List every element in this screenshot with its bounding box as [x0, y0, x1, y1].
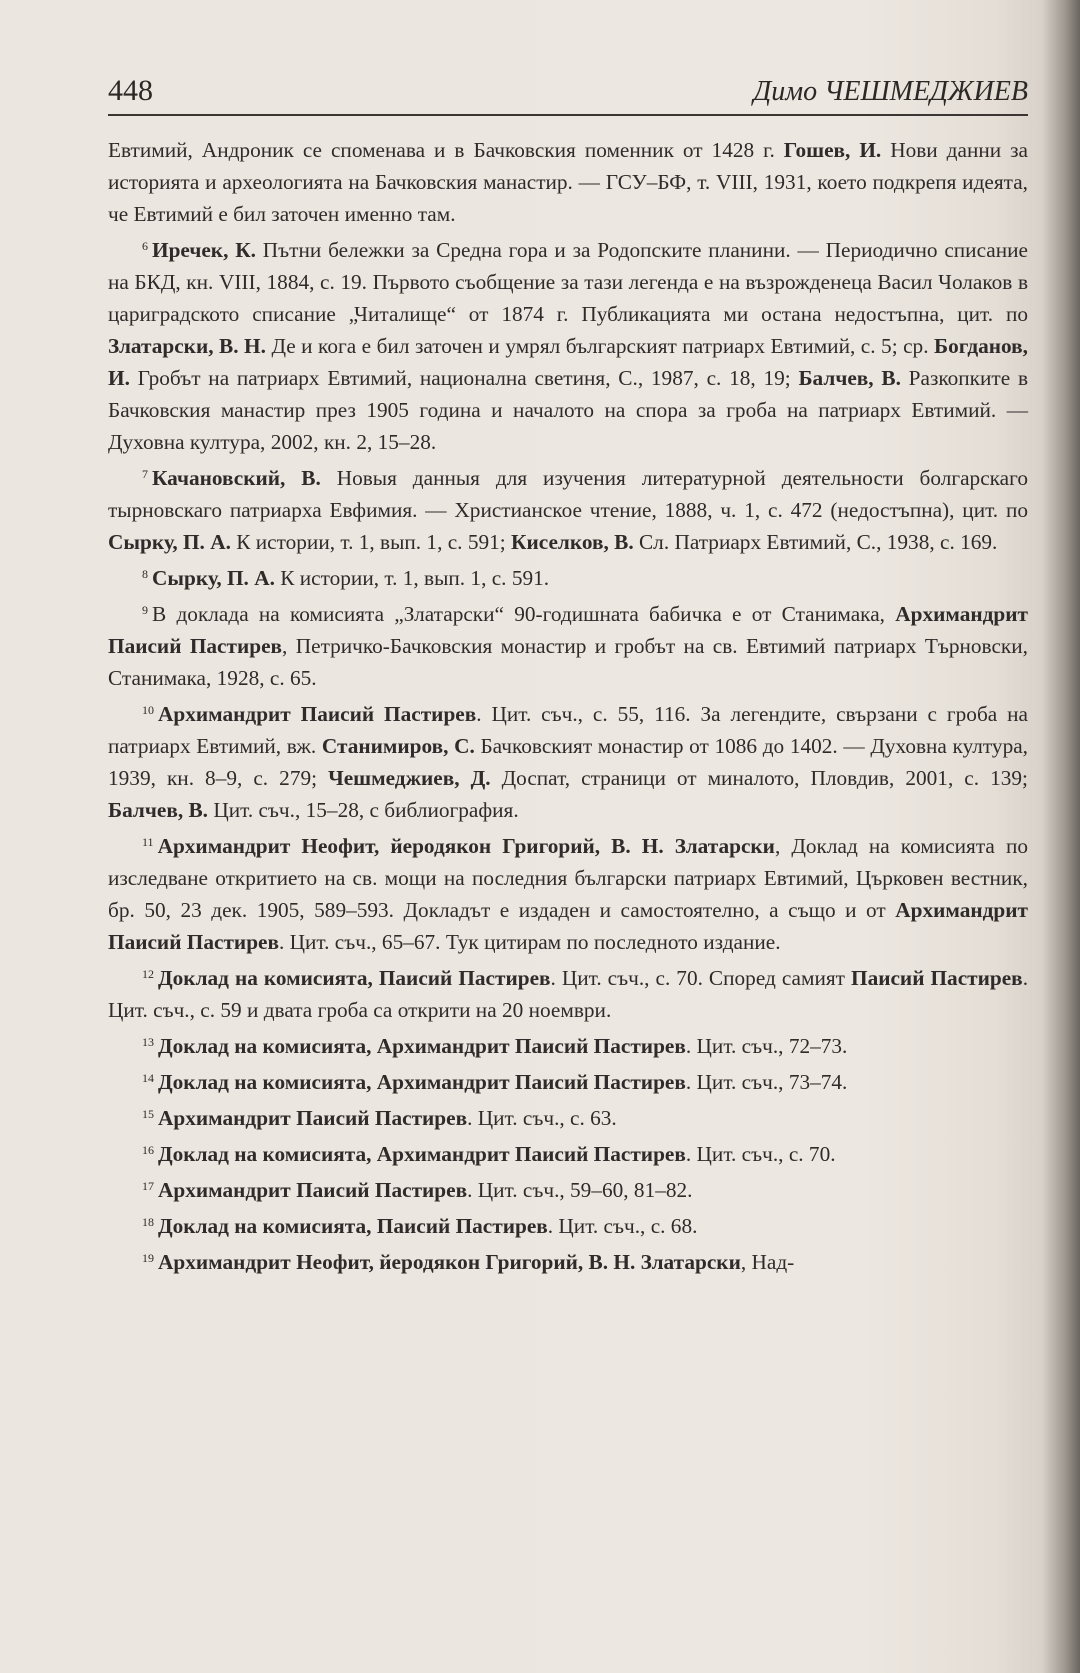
- footnote-author: Иречек, К.: [152, 238, 256, 262]
- footnote-text: , Петричко-Бачковския монастир и гробът на св. Евтимий патриарх Търновски, Станимака, 1928, с. 65.: [108, 634, 1029, 690]
- footnote-number: 12: [142, 967, 154, 981]
- footnote-12: [108, 958, 1028, 1026]
- footnote-7: [108, 458, 1028, 558]
- footnote-author: Архимандрит Паисий Пастирев: [158, 702, 477, 726]
- footnote-text: . Цит. съч., с. 63.: [467, 1106, 617, 1130]
- footnote-author: Доклад на комисията, Паисий Пастирев: [158, 1214, 548, 1238]
- footnote-9: [108, 594, 1028, 694]
- footnote-text: Сл. Патриарх Евтимий, С., 1938, с. 169.: [633, 530, 998, 554]
- footnote-author: Архимандрит Паисий Пастирев: [108, 602, 1028, 658]
- footnote-number: 7: [142, 467, 148, 481]
- footnote-author: Станимиров, С.: [321, 734, 475, 758]
- footnote-author: Архимандрит Паисий Пастирев: [158, 1178, 468, 1202]
- footnote-number: 16: [142, 1143, 154, 1157]
- footnote-author: Балчев, В.: [798, 366, 901, 390]
- footnote-number: 19: [142, 1251, 154, 1265]
- footnote-author: Чешмеджиев, Д.: [328, 766, 491, 790]
- page-gutter-shadow: [1042, 0, 1080, 1673]
- footnote-text: К истории, т. 1, вып. 1, с. 591;: [230, 530, 512, 554]
- footnote-text: Гробът на патриарх Евтимий, национална светиня, С., 1987, с. 18, 19;: [129, 366, 799, 390]
- footnote-text: В доклада на комисията „Златарски“ 90-годишната бабичка е от Станимака,: [152, 602, 896, 626]
- footnote-text: Разкопките в Бачковския манастир през 1905 година и началото на спора за гроба на патриарх Евтимий. — Духовна култура, 2002, кн. 2, 15–28.: [108, 366, 1028, 454]
- footnote-6: [108, 230, 1028, 458]
- footnote-number: 17: [142, 1179, 154, 1193]
- footnote-16: [108, 1134, 1028, 1170]
- footnote-15: [108, 1098, 1028, 1134]
- footnote-13: [108, 1026, 1028, 1062]
- footnote-text: . Цит. съч., 73–74.: [685, 1070, 848, 1094]
- footnote-text: Нови данни за историята и археологията на Бачковския манастир. — ГСУ–БФ, т. VIII, 1931, което подкрепя идеята, че Евтимий е бил заточен именно там.: [108, 138, 1028, 226]
- footnote-author: Доклад на комисията, Паисий Пастирев: [158, 966, 551, 990]
- footnote-author: Доклад на комисията, Архимандрит Паисий Пастирев: [158, 1034, 686, 1058]
- footnote-author: Архимандрит Неофит, йеродякон Григорий, В. Н. Златарски: [158, 1250, 741, 1274]
- footnote-text: . Цит. съч., 72–73.: [685, 1034, 848, 1058]
- footnote-text: . Цит. съч., с. 70. Според самият: [550, 966, 851, 990]
- footnote-number: 11: [142, 835, 154, 849]
- footnote-number: 15: [142, 1107, 154, 1121]
- footnote-text: Новыя данныя для изучения литературной деятельности болгарскаго тырновскаго патриарха Евфимия. — Христианское чтение, 1888, ч. 1, с. 472 (недостъпна), цит. по: [108, 466, 1028, 522]
- footnote-continuation: [108, 134, 1028, 230]
- footnote-text: . Цит. съч., с. 70.: [685, 1142, 836, 1166]
- running-head-author: Димо ЧЕШМЕДЖИЕВ: [753, 76, 1028, 107]
- footnote-author: Киселков, В.: [511, 530, 634, 554]
- footnote-number: 6: [142, 239, 148, 253]
- footnote-text: Пътни бележки за Средна гора и за Родопските планини. — Периодично списание на БКД, кн. VIII, 1884, с. 19. Първото съобщение за тази легенда е на възрожденеца Васил Чолаков в цариградското списание „Читалище“ от 1874 г. Публикацията ми остана недостъпна, цит. по: [108, 238, 1028, 326]
- footnote-text: К истории, т. 1, вып. 1, с. 591.: [274, 566, 550, 590]
- footnote-17: [108, 1170, 1028, 1206]
- footnote-14: [108, 1062, 1028, 1098]
- footnote-author: Качановский, В.: [152, 466, 321, 490]
- footnote-author: Архимандрит Паисий Пастирев: [158, 1106, 468, 1130]
- footnote-number: 9: [142, 603, 148, 617]
- footnote-text: . Цит. съч., с. 68.: [547, 1214, 698, 1238]
- footnote-text: Бачковският монастир от 1086 до 1402. — Духовна култура, 1939, кн. 8–9, с. 279;: [108, 734, 1029, 790]
- footnote-18: [108, 1206, 1028, 1242]
- footnote-10: [108, 694, 1028, 826]
- footnote-number: 18: [142, 1215, 154, 1229]
- footnote-text: . Цит. съч., 65–67. Тук цитирам по последното издание.: [279, 930, 781, 954]
- footnote-text: Доспат, страници от миналото, Пловдив, 2001, с. 139;: [490, 766, 1028, 790]
- footnote-text: . Цит. съч., с. 55, 116. За легендите, свързани с гроба на патриарх Евтимий, вж.: [108, 702, 1028, 758]
- footnote-author: Сырку, П. А.: [152, 566, 275, 590]
- footnote-text: , Доклад на комисията по изследване откритието на св. мощи на последния български патриарх Евтимий, Църковен вестник, бр. 50, 23 дек. 1905, 589–593. Докладът е издаден и самостоятелно, а също и от: [108, 834, 1028, 922]
- footnote-text: . Цит. съч., с. 59 и двата гроба са открити на 20 ноември.: [108, 966, 1029, 1022]
- footnote-author: Архимандрит Паисий Пастирев: [108, 898, 1028, 954]
- page-number: 448: [108, 74, 153, 107]
- footnote-text: Цит. съч., 15–28, с библиография.: [208, 798, 519, 822]
- footnotes-block: [108, 134, 1028, 1278]
- footnote-text: Евтимий, Андроник се споменава и в Бачковския поменник от 1428 г.: [108, 138, 784, 162]
- footnote-19: [108, 1242, 1028, 1278]
- footnote-text: . Цит. съч., 59–60, 81–82.: [467, 1178, 693, 1202]
- footnote-11: [108, 826, 1028, 958]
- footnote-text: , Над-: [740, 1250, 795, 1274]
- page-header: [108, 74, 1028, 116]
- footnote-author: Златарски, В. Н.: [108, 334, 266, 358]
- footnote-author: Архимандрит Неофит, йеродякон Григорий, В. Н. Златарски: [157, 834, 775, 858]
- footnote-author: Доклад на комисията, Архимандрит Паисий Пастирев: [158, 1142, 686, 1166]
- footnote-author: Паисий Пастирев: [851, 966, 1023, 990]
- footnote-number: 8: [142, 567, 148, 581]
- footnote-author: Гошев, И.: [783, 138, 882, 162]
- footnote-number: 14: [142, 1071, 154, 1085]
- footnote-8: [108, 558, 1028, 594]
- footnote-text: Де и кога е бил заточен и умрял българският патриарх Евтимий, с. 5; ср.: [265, 334, 935, 358]
- footnote-author: Богданов, И.: [108, 334, 1029, 390]
- footnote-number: 13: [142, 1035, 154, 1049]
- footnote-number: 10: [142, 703, 154, 717]
- footnote-author: Сырку, П. А.: [108, 530, 231, 554]
- footnote-author: Доклад на комисията, Архимандрит Паисий Пастирев: [158, 1070, 686, 1094]
- footnote-author: Балчев, В.: [108, 798, 209, 822]
